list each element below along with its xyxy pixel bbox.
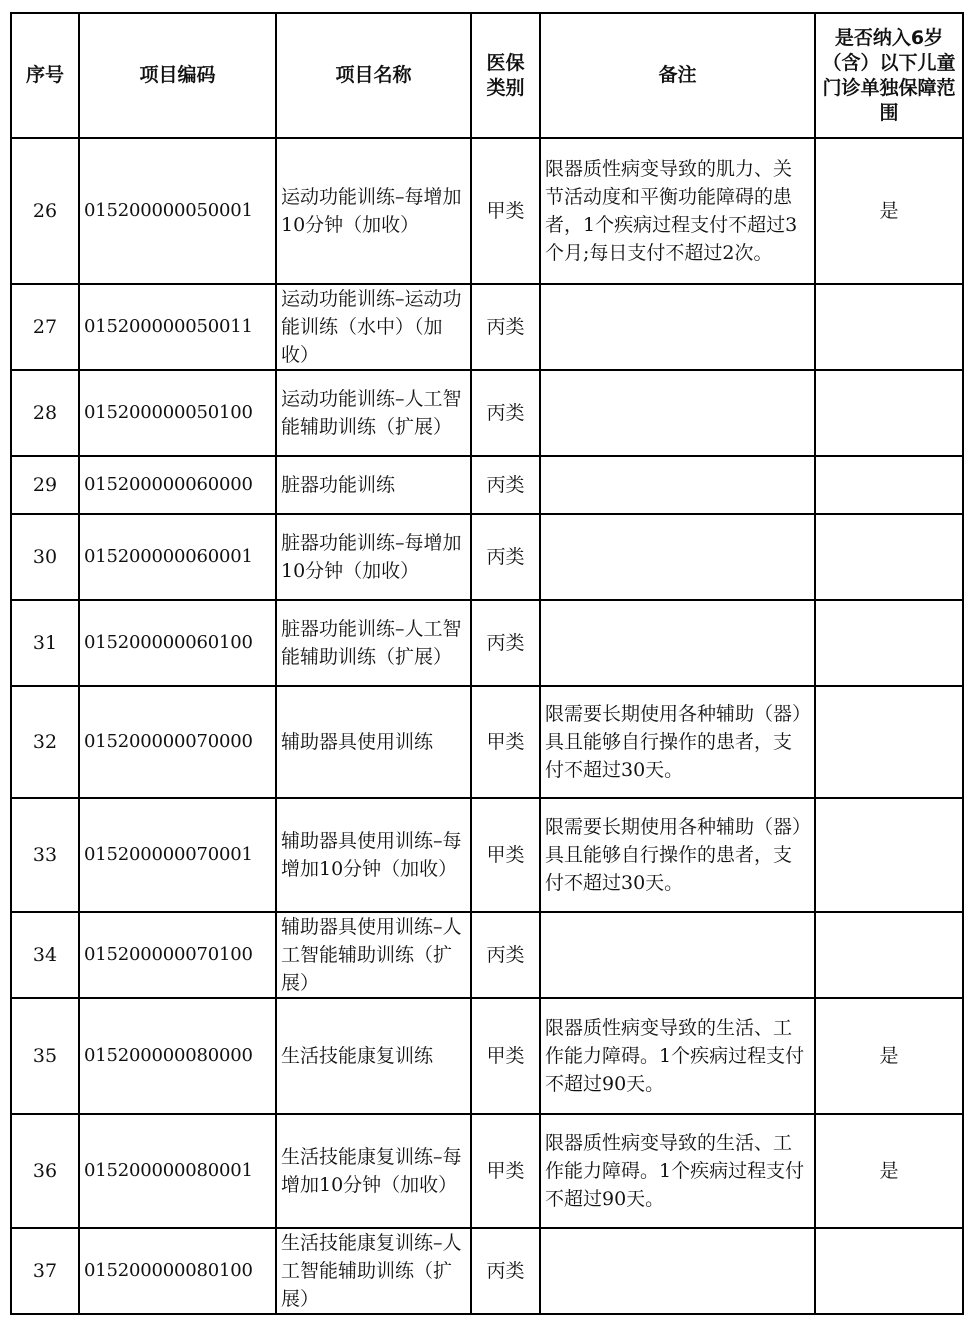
table-row bbox=[11, 1114, 963, 1228]
cell-category: 甲类 bbox=[471, 686, 540, 798]
cell-child-scope: 是 bbox=[815, 998, 963, 1114]
cell-child-scope: 是 bbox=[815, 1114, 963, 1228]
header-note: 备注 bbox=[540, 13, 815, 138]
cell-note: 限需要长期使用各种辅助（器）具且能够自行操作的患者，支付不超过30天。 bbox=[540, 686, 815, 798]
cell-code: 015200000060000 bbox=[79, 456, 276, 514]
cell-code: 015200000080001 bbox=[79, 1114, 276, 1228]
header-category: 医保类别 bbox=[471, 13, 540, 138]
cell-category: 甲类 bbox=[471, 1114, 540, 1228]
cell-note bbox=[540, 912, 815, 998]
insurance-items-table bbox=[10, 12, 964, 1315]
cell-category: 丙类 bbox=[471, 912, 540, 998]
cell-child-scope bbox=[815, 912, 963, 998]
cell-child-scope: 是 bbox=[815, 138, 963, 284]
cell-note bbox=[540, 370, 815, 456]
cell-name: 辅助器具使用训练–每增加10分钟（加收） bbox=[276, 798, 471, 912]
cell-name: 生活技能康复训练–每增加10分钟（加收） bbox=[276, 1114, 471, 1228]
cell-no: 36 bbox=[11, 1114, 79, 1228]
cell-note bbox=[540, 514, 815, 600]
cell-no: 37 bbox=[11, 1228, 79, 1314]
cell-no: 31 bbox=[11, 600, 79, 686]
header-child-scope: 是否纳入6岁（含）以下儿童门诊单独保障范围 bbox=[815, 13, 963, 138]
cell-code: 015200000070000 bbox=[79, 686, 276, 798]
cell-category: 甲类 bbox=[471, 998, 540, 1114]
cell-code: 015200000070100 bbox=[79, 912, 276, 998]
cell-name: 运动功能训练–人工智能辅助训练（扩展） bbox=[276, 370, 471, 456]
cell-child-scope bbox=[815, 686, 963, 798]
cell-child-scope bbox=[815, 284, 963, 370]
table-row bbox=[11, 998, 963, 1114]
cell-name: 运动功能训练–每增加10分钟（加收） bbox=[276, 138, 471, 284]
table-row bbox=[11, 1228, 963, 1314]
cell-name: 脏器功能训练–每增加10分钟（加收） bbox=[276, 514, 471, 600]
cell-category: 甲类 bbox=[471, 138, 540, 284]
cell-category: 丙类 bbox=[471, 370, 540, 456]
cell-note bbox=[540, 1228, 815, 1314]
cell-category: 丙类 bbox=[471, 456, 540, 514]
table-row bbox=[11, 456, 963, 514]
cell-child-scope bbox=[815, 514, 963, 600]
cell-child-scope bbox=[815, 600, 963, 686]
cell-name: 运动功能训练–运动功能训练（水中）（加收） bbox=[276, 284, 471, 370]
cell-child-scope bbox=[815, 370, 963, 456]
cell-note bbox=[540, 456, 815, 514]
cell-child-scope bbox=[815, 798, 963, 912]
cell-no: 34 bbox=[11, 912, 79, 998]
cell-note: 限器质性病变导致的生活、工作能力障碍。1个疾病过程支付不超过90天。 bbox=[540, 1114, 815, 1228]
cell-name: 辅助器具使用训练 bbox=[276, 686, 471, 798]
cell-no: 33 bbox=[11, 798, 79, 912]
table-row bbox=[11, 600, 963, 686]
cell-name: 生活技能康复训练 bbox=[276, 998, 471, 1114]
cell-no: 32 bbox=[11, 686, 79, 798]
cell-child-scope bbox=[815, 1228, 963, 1314]
cell-name: 脏器功能训练 bbox=[276, 456, 471, 514]
cell-code: 015200000080100 bbox=[79, 1228, 276, 1314]
cell-name: 脏器功能训练–人工智能辅助训练（扩展） bbox=[276, 600, 471, 686]
cell-no: 26 bbox=[11, 138, 79, 284]
cell-note: 限需要长期使用各种辅助（器）具且能够自行操作的患者，支付不超过30天。 bbox=[540, 798, 815, 912]
cell-name: 生活技能康复训练–人工智能辅助训练（扩展） bbox=[276, 1228, 471, 1314]
cell-name: 辅助器具使用训练–人工智能辅助训练（扩展） bbox=[276, 912, 471, 998]
cell-no: 27 bbox=[11, 284, 79, 370]
table-row bbox=[11, 514, 963, 600]
cell-note: 限器质性病变导致的生活、工作能力障碍。1个疾病过程支付不超过90天。 bbox=[540, 998, 815, 1114]
cell-category: 丙类 bbox=[471, 284, 540, 370]
cell-category: 丙类 bbox=[471, 600, 540, 686]
cell-child-scope bbox=[815, 456, 963, 514]
header-name: 项目名称 bbox=[276, 13, 471, 138]
header-no: 序号 bbox=[11, 13, 79, 138]
cell-note: 限器质性病变导致的肌力、关节活动度和平衡功能障碍的患者，1个疾病过程支付不超过3个月;每日支付不超过2次。 bbox=[540, 138, 815, 284]
table-row bbox=[11, 686, 963, 798]
cell-code: 015200000080000 bbox=[79, 998, 276, 1114]
cell-category: 甲类 bbox=[471, 798, 540, 912]
cell-note bbox=[540, 284, 815, 370]
header-code: 项目编码 bbox=[79, 13, 276, 138]
cell-note bbox=[540, 600, 815, 686]
table-row bbox=[11, 138, 963, 284]
table-row bbox=[11, 798, 963, 912]
table-row bbox=[11, 284, 963, 370]
cell-no: 30 bbox=[11, 514, 79, 600]
cell-code: 015200000050100 bbox=[79, 370, 276, 456]
table-row bbox=[11, 370, 963, 456]
cell-no: 28 bbox=[11, 370, 79, 456]
cell-category: 丙类 bbox=[471, 514, 540, 600]
cell-code: 015200000050011 bbox=[79, 284, 276, 370]
cell-no: 35 bbox=[11, 998, 79, 1114]
cell-code: 015200000070001 bbox=[79, 798, 276, 912]
cell-no: 29 bbox=[11, 456, 79, 514]
cell-code: 015200000050001 bbox=[79, 138, 276, 284]
table-row bbox=[11, 912, 963, 998]
cell-code: 015200000060100 bbox=[79, 600, 276, 686]
header-row bbox=[11, 13, 963, 138]
cell-category: 丙类 bbox=[471, 1228, 540, 1314]
cell-code: 015200000060001 bbox=[79, 514, 276, 600]
